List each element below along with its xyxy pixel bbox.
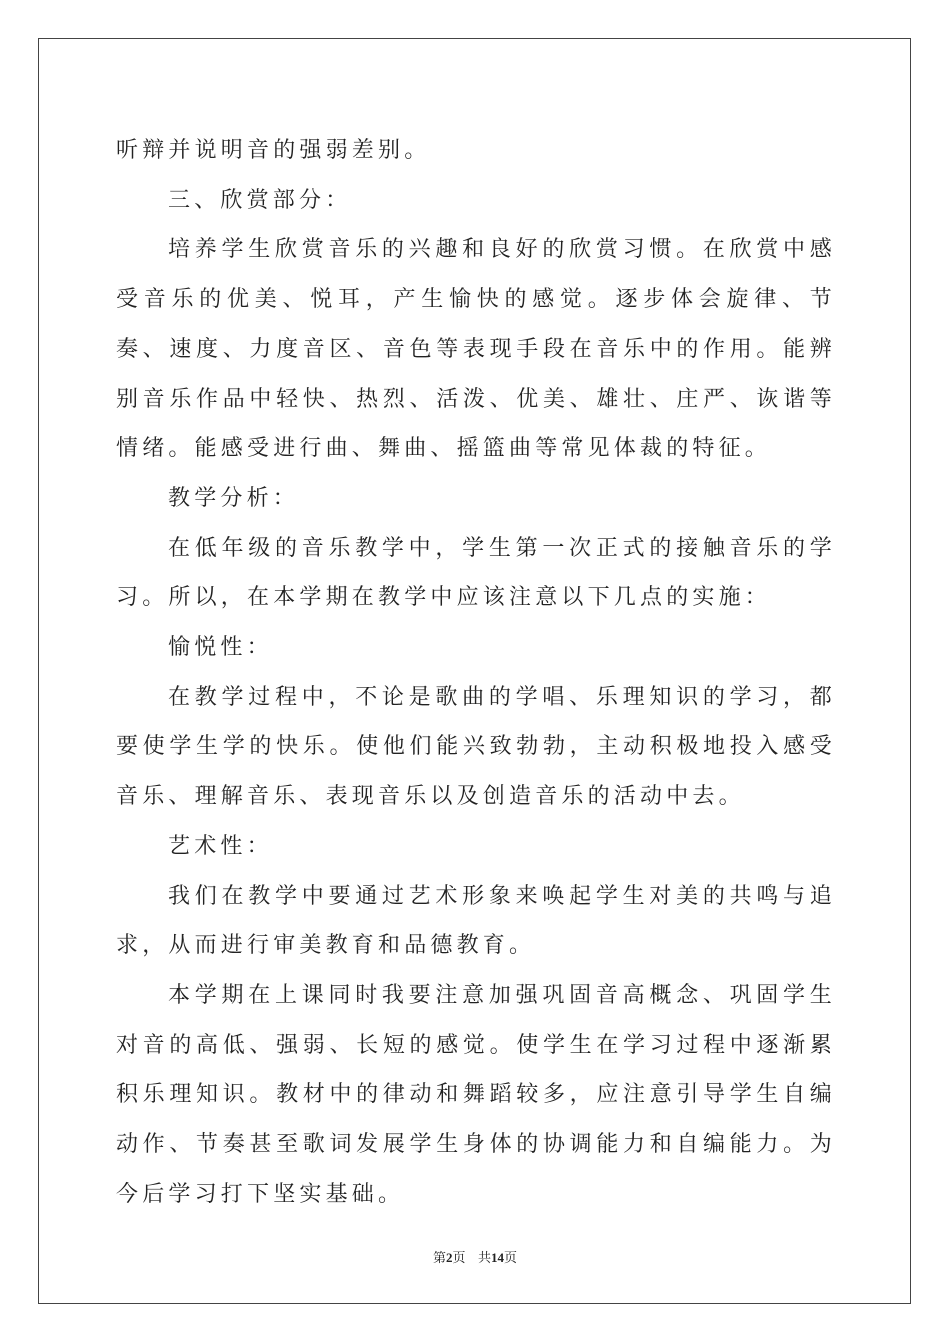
footer-page-number: 2	[446, 1250, 453, 1265]
footer-total-suffix: 页	[503, 1251, 517, 1266]
paragraph: 在教学过程中，不论是歌曲的学唱、乐理知识的学习，都要使学生学的快乐。使他们能兴致勃勃，主动积极地投入感受音乐、理解音乐、表现音乐以及创造音乐的活动中去。	[116, 684, 836, 810]
paragraph: 在低年级的音乐教学中，学生第一次正式的接触音乐的学习。所以，在本学期在教学中应该注意以下几点的实施：	[116, 535, 836, 611]
footer-total-pages: 14	[490, 1250, 504, 1265]
footer-prefix: 第	[433, 1251, 447, 1266]
footer-total-prefix: 共	[477, 1251, 491, 1266]
paragraph: 本学期在上课同时我要注意加强巩固音高概念、巩固学生对音的高低、强弱、长短的感觉。使学生在学习过程中逐渐累积乐理知识。教材中的律动和舞蹈较多，应注意引导学生自编动作、节奏甚至歌词发展学生身体的协调能力和自编能力。为今后学习打下坚实基础。	[116, 982, 836, 1207]
footer-page-suffix: 页	[452, 1251, 466, 1266]
section-heading-analysis: 教学分析：	[168, 485, 300, 511]
section-heading-artistry: 艺术性：	[168, 833, 273, 859]
paragraph: 我们在教学中要通过艺术形象来唤起学生对美的共鸣与追求，从而进行审美教育和品德教育。	[116, 883, 836, 959]
section-heading-pleasure: 愉悦性：	[168, 635, 273, 661]
document-body	[116, 126, 836, 1219]
paragraph: 听辩并说明音的强弱差别。	[116, 138, 431, 163]
paragraph: 培养学生欣赏音乐的兴趣和良好的欣赏习惯。在欣赏中感受音乐的优美、悦耳，产生愉快的感觉。逐步体会旋律、节奏、速度、力度音区、音色等表现手段在音乐中的作用。能辨别音乐作品中轻快、热烈、活泼、优美、雄壮、庄严、诙谐等情绪。能感受进行曲、舞曲、摇篮曲等常见体裁的特征。	[116, 237, 836, 462]
section-heading-appreciation: 三、欣赏部分：	[168, 187, 352, 213]
page-footer	[0, 1247, 950, 1266]
